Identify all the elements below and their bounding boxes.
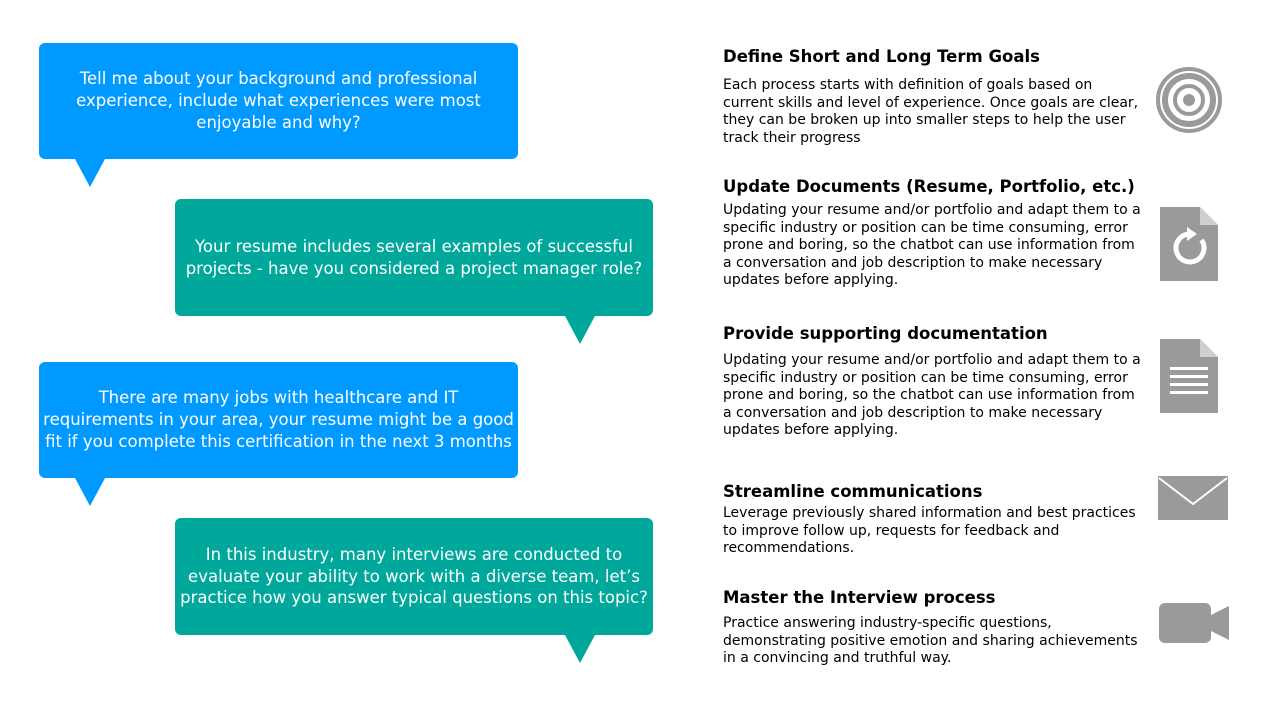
feature-description: Updating your resume and/or portfolio and adapt them to a specific industry or position can be time consuming, error prone and boring, so the chatbot can use information from a conversation and job description to make necessary updates before applying.: [723, 352, 1141, 438]
feature-title: Provide supporting documentation: [723, 324, 1048, 343]
chat-bubble-tail: [565, 316, 595, 344]
document-lines-icon: [1160, 339, 1218, 413]
feature-description: Leverage previously shared information and best practices to improve follow up, requests for feedback and recommendations.: [723, 505, 1136, 556]
chat-bubble-certification: [39, 362, 518, 478]
chat-bubble-tail: [75, 478, 105, 506]
chat-bubble-text: Tell me about your background and professional experience, include what experiences were most enjoyable and why?: [76, 69, 481, 132]
chat-bubble-text: There are many jobs with healthcare and IT requirements in your area, your resume might be a good fit if you complete this certification in the next 3 months: [43, 388, 514, 451]
feature-update-documents: [723, 177, 1143, 290]
feature-description: Updating your resume and/or portfolio and adapt them to a specific industry or position can be time consuming, error prone and boring, so the chatbot can use information from a conversation and job description to make necessary updates before applying.: [723, 202, 1141, 288]
chat-bubble-text: In this industry, many interviews are conducted to evaluate your ability to work with a diverse team, let’s practice how you answer typical questions on this topic?: [180, 544, 648, 608]
feature-title: Update Documents (Resume, Portfolio, etc.): [723, 177, 1135, 196]
feature-interview: [723, 588, 1143, 668]
feature-supporting-documentation: [723, 324, 1143, 440]
document-refresh-icon: [1160, 207, 1218, 281]
chat-bubble-question-background: [39, 43, 518, 159]
feature-goals: [723, 47, 1143, 147]
feature-title: Define Short and Long Term Goals: [723, 47, 1040, 66]
chat-bubble-tail: [565, 635, 595, 663]
feature-title: Master the Interview process: [723, 588, 996, 607]
chat-bubble-interview-practice: [175, 518, 653, 635]
video-camera-icon: [1159, 603, 1229, 643]
feature-description: Each process starts with definition of goals based on current skills and level of experience. Once goals are clear, they can be broken up into smaller steps to help the user track their progress: [723, 77, 1139, 146]
chat-bubble-text: Your resume includes several examples of successful projects - have you considered a project manager role?: [185, 236, 643, 278]
chat-bubble-suggestion-project-manager: [175, 199, 653, 316]
chat-bubble-tail: [75, 159, 105, 187]
feature-description: Practice answering industry-specific questions, demonstrating positive emotion and sharing achievements in a convincing and truthful way.: [723, 615, 1138, 666]
target-icon: [1156, 67, 1222, 133]
feature-title: Streamline communications: [723, 482, 983, 501]
feature-communications: [723, 482, 1143, 558]
envelope-icon: [1158, 476, 1228, 520]
